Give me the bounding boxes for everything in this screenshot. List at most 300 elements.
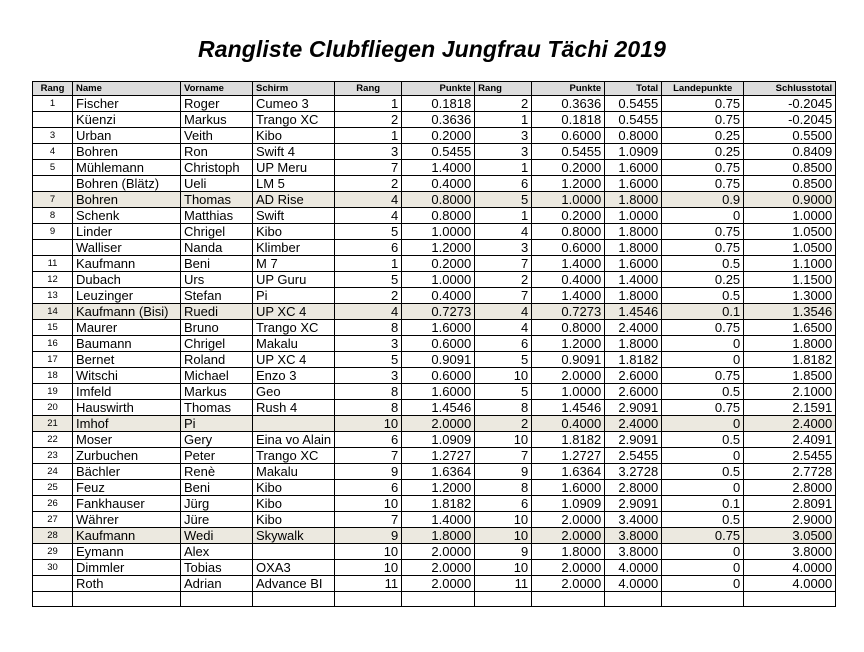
final-total-cell: 0.8500: [744, 160, 836, 176]
round2-points-cell: [532, 592, 605, 607]
final-total-cell: 1.0500: [744, 240, 836, 256]
round2-rank-cell: 11: [475, 576, 532, 592]
round1-rank-cell: 4: [335, 304, 402, 320]
round2-rank-cell: 8: [475, 480, 532, 496]
name-cell: Imfeld: [73, 384, 181, 400]
name-cell: Küenzi: [73, 112, 181, 128]
landing-points-cell: 0.5: [662, 384, 744, 400]
final-total-cell: 1.3546: [744, 304, 836, 320]
name-cell: Roth: [73, 576, 181, 592]
first-name-cell: Ron: [181, 144, 253, 160]
round1-rank-cell: 7: [335, 448, 402, 464]
round2-rank-cell: 7: [475, 288, 532, 304]
rank-cell: 30: [33, 560, 73, 576]
table-row: [33, 416, 836, 432]
round1-rank-cell: 10: [335, 544, 402, 560]
final-total-cell: 2.7728: [744, 464, 836, 480]
landing-points-cell: 0.9: [662, 192, 744, 208]
round1-points-cell: 2.0000: [402, 576, 475, 592]
wing-cell: Cumeo 3: [253, 96, 335, 112]
round1-points-cell: 1.2000: [402, 480, 475, 496]
first-name-cell: Markus: [181, 384, 253, 400]
round2-rank-cell: 7: [475, 256, 532, 272]
column-header-round2-points: Punkte: [532, 82, 605, 96]
total-cell: 4.0000: [605, 576, 662, 592]
round1-points-cell: 0.6000: [402, 368, 475, 384]
round1-points-cell: 1.0000: [402, 224, 475, 240]
wing-cell: Trango XC: [253, 112, 335, 128]
name-cell: Bohren: [73, 192, 181, 208]
final-total-cell: 0.9000: [744, 192, 836, 208]
rank-cell: 16: [33, 336, 73, 352]
landing-points-cell: 0.1: [662, 496, 744, 512]
round2-points-cell: 0.5455: [532, 144, 605, 160]
total-cell: 1.6000: [605, 160, 662, 176]
total-cell: [605, 592, 662, 607]
table-row: [33, 160, 836, 176]
table-row: [33, 448, 836, 464]
rank-cell: 23: [33, 448, 73, 464]
landing-points-cell: 0: [662, 352, 744, 368]
round2-rank-cell: 10: [475, 368, 532, 384]
round1-points-cell: 0.8000: [402, 192, 475, 208]
round2-points-cell: 2.0000: [532, 528, 605, 544]
landing-points-cell: 0.75: [662, 112, 744, 128]
round2-points-cell: 2.0000: [532, 560, 605, 576]
round1-rank-cell: 1: [335, 256, 402, 272]
wing-cell: Makalu: [253, 336, 335, 352]
round2-points-cell: 0.1818: [532, 112, 605, 128]
name-cell: Maurer: [73, 320, 181, 336]
first-name-cell: Renè: [181, 464, 253, 480]
round1-rank-cell: 8: [335, 400, 402, 416]
column-header-final-total: Schlusstotal: [744, 82, 836, 96]
rank-cell: [33, 176, 73, 192]
round1-points-cell: 2.0000: [402, 416, 475, 432]
table-row: [33, 320, 836, 336]
round2-rank-cell: 3: [475, 240, 532, 256]
wing-cell: UP XC 4: [253, 352, 335, 368]
final-total-cell: 1.6500: [744, 320, 836, 336]
total-cell: 0.8000: [605, 128, 662, 144]
final-total-cell: 2.1000: [744, 384, 836, 400]
total-cell: 2.9091: [605, 400, 662, 416]
rank-cell: 12: [33, 272, 73, 288]
total-cell: 2.5455: [605, 448, 662, 464]
name-cell: Leuzinger: [73, 288, 181, 304]
wing-cell: Trango XC: [253, 320, 335, 336]
rank-cell: 17: [33, 352, 73, 368]
final-total-cell: 0.8500: [744, 176, 836, 192]
rank-cell: [33, 592, 73, 607]
rank-cell: 1: [33, 96, 73, 112]
landing-points-cell: 0.1: [662, 304, 744, 320]
round1-rank-cell: [335, 592, 402, 607]
round2-rank-cell: 2: [475, 96, 532, 112]
total-cell: 2.4000: [605, 416, 662, 432]
rank-cell: [33, 576, 73, 592]
wing-cell: Trango XC: [253, 448, 335, 464]
name-cell: Hauswirth: [73, 400, 181, 416]
round1-rank-cell: 6: [335, 240, 402, 256]
round1-rank-cell: 1: [335, 96, 402, 112]
name-cell: Kaufmann (Bisi): [73, 304, 181, 320]
round2-points-cell: 1.0000: [532, 384, 605, 400]
total-cell: 1.4546: [605, 304, 662, 320]
total-cell: 2.9091: [605, 496, 662, 512]
wing-cell: Kibo: [253, 512, 335, 528]
wing-cell: Eina vo Alain: [253, 432, 335, 448]
final-total-cell: 2.4000: [744, 416, 836, 432]
round1-rank-cell: 4: [335, 192, 402, 208]
table-row: [33, 288, 836, 304]
first-name-cell: Alex: [181, 544, 253, 560]
rank-cell: [33, 240, 73, 256]
round1-rank-cell: 3: [335, 368, 402, 384]
first-name-cell: Ruedi: [181, 304, 253, 320]
total-cell: 3.8000: [605, 544, 662, 560]
wing-cell: Pi: [253, 288, 335, 304]
round1-points-cell: 1.2727: [402, 448, 475, 464]
round2-points-cell: 1.8000: [532, 544, 605, 560]
round2-points-cell: 1.0909: [532, 496, 605, 512]
wing-cell: M 7: [253, 256, 335, 272]
table-row: [33, 560, 836, 576]
wing-cell: [253, 544, 335, 560]
name-cell: Feuz: [73, 480, 181, 496]
total-cell: 1.8000: [605, 240, 662, 256]
name-cell: Dubach: [73, 272, 181, 288]
table-row: [33, 112, 836, 128]
round1-rank-cell: 2: [335, 176, 402, 192]
final-total-cell: 0.5500: [744, 128, 836, 144]
round2-points-cell: 0.2000: [532, 160, 605, 176]
round1-rank-cell: 10: [335, 496, 402, 512]
name-cell: Baumann: [73, 336, 181, 352]
final-total-cell: 1.8182: [744, 352, 836, 368]
first-name-cell: Stefan: [181, 288, 253, 304]
landing-points-cell: 0.25: [662, 128, 744, 144]
first-name-cell: Adrian: [181, 576, 253, 592]
final-total-cell: 2.8091: [744, 496, 836, 512]
column-header-first-name: Vorname: [181, 82, 253, 96]
first-name-cell: Tobias: [181, 560, 253, 576]
landing-points-cell: 0: [662, 560, 744, 576]
table-row: [33, 256, 836, 272]
rank-cell: 14: [33, 304, 73, 320]
table-row: [33, 352, 836, 368]
wing-cell: Swift 4: [253, 144, 335, 160]
final-total-cell: [744, 592, 836, 607]
round2-points-cell: 1.4000: [532, 256, 605, 272]
round2-points-cell: 0.4000: [532, 416, 605, 432]
landing-points-cell: 0.5: [662, 464, 744, 480]
table-row: [33, 544, 836, 560]
first-name-cell: Roger: [181, 96, 253, 112]
total-cell: 1.8000: [605, 336, 662, 352]
table-row: [33, 224, 836, 240]
name-cell: Fischer: [73, 96, 181, 112]
wing-cell: AD Rise: [253, 192, 335, 208]
total-cell: 3.4000: [605, 512, 662, 528]
landing-points-cell: 0.75: [662, 176, 744, 192]
final-total-cell: -0.2045: [744, 112, 836, 128]
table-row: [33, 512, 836, 528]
final-total-cell: 2.8000: [744, 480, 836, 496]
final-total-cell: 1.1500: [744, 272, 836, 288]
round2-points-cell: 1.8182: [532, 432, 605, 448]
round2-rank-cell: 3: [475, 128, 532, 144]
rank-cell: 28: [33, 528, 73, 544]
round1-points-cell: 1.0909: [402, 432, 475, 448]
rank-cell: 5: [33, 160, 73, 176]
landing-points-cell: 0.25: [662, 144, 744, 160]
table-row: [33, 128, 836, 144]
name-cell: Imhof: [73, 416, 181, 432]
wing-cell: OXA3: [253, 560, 335, 576]
rank-cell: 21: [33, 416, 73, 432]
name-cell: Witschi: [73, 368, 181, 384]
round2-rank-cell: 3: [475, 144, 532, 160]
round1-points-cell: 0.2000: [402, 128, 475, 144]
round2-rank-cell: 5: [475, 352, 532, 368]
round2-points-cell: 1.4546: [532, 400, 605, 416]
rank-cell: [33, 112, 73, 128]
wing-cell: [253, 416, 335, 432]
landing-points-cell: 0: [662, 448, 744, 464]
round1-points-cell: 0.3636: [402, 112, 475, 128]
round1-rank-cell: 9: [335, 464, 402, 480]
round1-rank-cell: 11: [335, 576, 402, 592]
final-total-cell: -0.2045: [744, 96, 836, 112]
rank-cell: 4: [33, 144, 73, 160]
total-cell: 1.8182: [605, 352, 662, 368]
round1-rank-cell: 3: [335, 336, 402, 352]
wing-cell: LM 5: [253, 176, 335, 192]
column-header-round1-points: Punkte: [402, 82, 475, 96]
total-cell: 1.0000: [605, 208, 662, 224]
round2-rank-cell: 8: [475, 400, 532, 416]
wing-cell: Kibo: [253, 480, 335, 496]
final-total-cell: 1.8000: [744, 336, 836, 352]
total-cell: 1.4000: [605, 272, 662, 288]
first-name-cell: Gery: [181, 432, 253, 448]
name-cell: Zurbuchen: [73, 448, 181, 464]
first-name-cell: Beni: [181, 256, 253, 272]
final-total-cell: 1.0000: [744, 208, 836, 224]
landing-points-cell: 0.75: [662, 528, 744, 544]
wing-cell: [253, 592, 335, 607]
name-cell: Urban: [73, 128, 181, 144]
first-name-cell: Nanda: [181, 240, 253, 256]
table-row: [33, 592, 836, 607]
total-cell: 0.5455: [605, 112, 662, 128]
round1-rank-cell: 8: [335, 384, 402, 400]
table-row: [33, 432, 836, 448]
final-total-cell: 3.8000: [744, 544, 836, 560]
round1-rank-cell: 5: [335, 272, 402, 288]
round2-rank-cell: [475, 592, 532, 607]
rank-cell: 13: [33, 288, 73, 304]
landing-points-cell: 0: [662, 416, 744, 432]
first-name-cell: Peter: [181, 448, 253, 464]
rank-cell: 25: [33, 480, 73, 496]
name-cell: Schenk: [73, 208, 181, 224]
first-name-cell: Chrigel: [181, 224, 253, 240]
round1-points-cell: 1.8000: [402, 528, 475, 544]
table-row: [33, 176, 836, 192]
final-total-cell: 0.8409: [744, 144, 836, 160]
round2-points-cell: 0.2000: [532, 208, 605, 224]
round1-points-cell: 0.6000: [402, 336, 475, 352]
column-header-wing: Schirm: [253, 82, 335, 96]
table-row: [33, 576, 836, 592]
round1-points-cell: 1.6000: [402, 384, 475, 400]
final-total-cell: 2.1591: [744, 400, 836, 416]
final-total-cell: 2.5455: [744, 448, 836, 464]
table-row: [33, 304, 836, 320]
wing-cell: Kibo: [253, 496, 335, 512]
first-name-cell: Jürg: [181, 496, 253, 512]
round1-rank-cell: 1: [335, 128, 402, 144]
round1-points-cell: 2.0000: [402, 560, 475, 576]
table-row: [33, 208, 836, 224]
total-cell: 3.8000: [605, 528, 662, 544]
round2-points-cell: 0.3636: [532, 96, 605, 112]
round1-points-cell: 2.0000: [402, 544, 475, 560]
round2-rank-cell: 9: [475, 544, 532, 560]
round2-points-cell: 1.6364: [532, 464, 605, 480]
round1-rank-cell: 5: [335, 224, 402, 240]
round1-rank-cell: 7: [335, 160, 402, 176]
page-title: Rangliste Clubfliegen Jungfrau Tächi 2019: [197, 36, 667, 62]
total-cell: 2.4000: [605, 320, 662, 336]
first-name-cell: Wedi: [181, 528, 253, 544]
landing-points-cell: 0.5: [662, 256, 744, 272]
round1-points-cell: 0.4000: [402, 288, 475, 304]
column-header-round2-rank: Rang: [475, 82, 532, 96]
rank-cell: 19: [33, 384, 73, 400]
rank-cell: 20: [33, 400, 73, 416]
wing-cell: UP Meru: [253, 160, 335, 176]
total-cell: 1.8000: [605, 288, 662, 304]
landing-points-cell: 0.75: [662, 96, 744, 112]
name-cell: Währer: [73, 512, 181, 528]
name-cell: Walliser: [73, 240, 181, 256]
name-cell: Bohren: [73, 144, 181, 160]
name-cell: Bernet: [73, 352, 181, 368]
round2-points-cell: 0.7273: [532, 304, 605, 320]
round1-points-cell: 0.2000: [402, 256, 475, 272]
first-name-cell: Veith: [181, 128, 253, 144]
first-name-cell: Matthias: [181, 208, 253, 224]
rank-cell: 8: [33, 208, 73, 224]
wing-cell: Klimber: [253, 240, 335, 256]
round2-rank-cell: 4: [475, 224, 532, 240]
round2-rank-cell: 4: [475, 304, 532, 320]
round1-rank-cell: 8: [335, 320, 402, 336]
table-row: [33, 400, 836, 416]
landing-points-cell: 0.5: [662, 432, 744, 448]
total-cell: 0.5455: [605, 96, 662, 112]
total-cell: 3.2728: [605, 464, 662, 480]
landing-points-cell: 0.25: [662, 272, 744, 288]
name-cell: Mühlemann: [73, 160, 181, 176]
total-cell: 2.9091: [605, 432, 662, 448]
table-row: [33, 192, 836, 208]
total-cell: 2.8000: [605, 480, 662, 496]
first-name-cell: Thomas: [181, 400, 253, 416]
round1-rank-cell: 10: [335, 560, 402, 576]
final-total-cell: 4.0000: [744, 576, 836, 592]
round2-rank-cell: 5: [475, 384, 532, 400]
round2-points-cell: 1.4000: [532, 288, 605, 304]
round2-rank-cell: 10: [475, 560, 532, 576]
round2-points-cell: 1.2000: [532, 336, 605, 352]
round1-rank-cell: 9: [335, 528, 402, 544]
first-name-cell: Urs: [181, 272, 253, 288]
round2-points-cell: 1.6000: [532, 480, 605, 496]
wing-cell: Kibo: [253, 224, 335, 240]
table-row: [33, 368, 836, 384]
table-row: [33, 528, 836, 544]
round2-points-cell: 0.6000: [532, 240, 605, 256]
rank-cell: 26: [33, 496, 73, 512]
final-total-cell: 1.1000: [744, 256, 836, 272]
landing-points-cell: 0: [662, 208, 744, 224]
total-cell: 4.0000: [605, 560, 662, 576]
total-cell: 2.6000: [605, 384, 662, 400]
landing-points-cell: 0: [662, 480, 744, 496]
total-cell: 1.8000: [605, 224, 662, 240]
first-name-cell: Ueli: [181, 176, 253, 192]
round1-points-cell: 0.1818: [402, 96, 475, 112]
round1-points-cell: 1.8182: [402, 496, 475, 512]
round2-rank-cell: 10: [475, 528, 532, 544]
name-cell: Dimmler: [73, 560, 181, 576]
wing-cell: Geo: [253, 384, 335, 400]
column-header-name: Name: [73, 82, 181, 96]
first-name-cell: Roland: [181, 352, 253, 368]
round1-points-cell: 1.6000: [402, 320, 475, 336]
round1-rank-cell: 3: [335, 144, 402, 160]
first-name-cell: Chrigel: [181, 336, 253, 352]
round2-points-cell: 1.2727: [532, 448, 605, 464]
first-name-cell: Jüre: [181, 512, 253, 528]
round1-points-cell: [402, 592, 475, 607]
final-total-cell: 2.4091: [744, 432, 836, 448]
round1-rank-cell: 6: [335, 432, 402, 448]
landing-points-cell: 0.75: [662, 320, 744, 336]
rank-cell: 22: [33, 432, 73, 448]
final-total-cell: 1.0500: [744, 224, 836, 240]
table-row: [33, 480, 836, 496]
wing-cell: Kibo: [253, 128, 335, 144]
round2-points-cell: 1.2000: [532, 176, 605, 192]
round1-points-cell: 1.4546: [402, 400, 475, 416]
round1-rank-cell: 7: [335, 512, 402, 528]
final-total-cell: 4.0000: [744, 560, 836, 576]
round2-rank-cell: 6: [475, 176, 532, 192]
round1-points-cell: 0.8000: [402, 208, 475, 224]
first-name-cell: Christoph: [181, 160, 253, 176]
round1-points-cell: 0.4000: [402, 176, 475, 192]
rank-cell: 3: [33, 128, 73, 144]
table-row: [33, 96, 836, 112]
round1-points-cell: 1.0000: [402, 272, 475, 288]
landing-points-cell: 0.75: [662, 224, 744, 240]
first-name-cell: Markus: [181, 112, 253, 128]
